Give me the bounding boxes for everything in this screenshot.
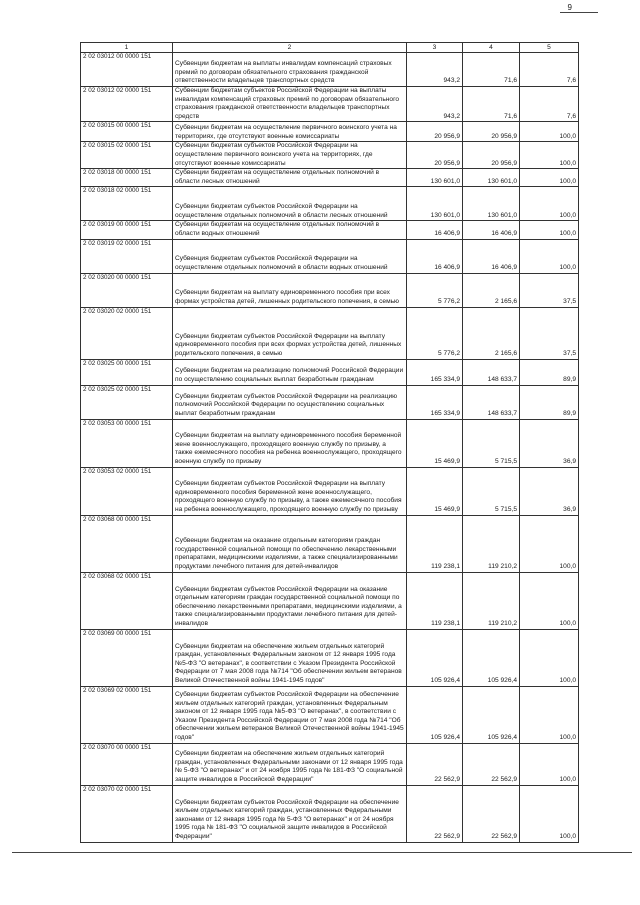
table-row bbox=[81, 515, 579, 572]
description-cell: Субвенции бюджетам на осуществление отдельных полномочий в области водных отношений bbox=[173, 221, 407, 239]
amount-cell: 130 601,0 bbox=[407, 169, 463, 187]
executed-cell: 22 562,9 bbox=[463, 785, 520, 842]
header-col-1: 1 bbox=[81, 43, 173, 53]
description-cell: Субвенции бюджетам на осуществление первичного воинского учета на территориях, где отсутствуют военные комиссариаты bbox=[173, 122, 407, 142]
executed-cell: 105 926,4 bbox=[463, 686, 520, 743]
executed-cell: 71,6 bbox=[463, 53, 520, 87]
table-row bbox=[81, 273, 579, 307]
amount-cell: 20 956,9 bbox=[407, 122, 463, 142]
percent-cell: 100,0 bbox=[520, 142, 579, 169]
code-cell: 2 02 03015 02 0000 151 bbox=[81, 142, 173, 169]
executed-cell: 119 210,2 bbox=[463, 515, 520, 572]
code-cell: 2 02 03025 00 0000 151 bbox=[81, 359, 173, 385]
executed-cell: 16 406,9 bbox=[463, 221, 520, 239]
executed-cell: 148 633,7 bbox=[463, 359, 520, 385]
percent-cell: 100,0 bbox=[520, 187, 579, 221]
amount-cell: 16 406,9 bbox=[407, 221, 463, 239]
percent-cell: 100,0 bbox=[520, 239, 579, 273]
top-rule bbox=[560, 12, 598, 13]
table-row bbox=[81, 419, 579, 467]
amount-cell: 119 238,1 bbox=[407, 572, 463, 629]
table-row bbox=[81, 122, 579, 142]
description-cell: Субвенции бюджетам на реализацию полномочий Российской Федерации по осуществлению социальных выплат безработным гражданам bbox=[173, 359, 407, 385]
percent-cell: 100,0 bbox=[520, 169, 579, 187]
code-cell: 2 02 03069 00 0000 151 bbox=[81, 629, 173, 686]
executed-cell: 22 562,9 bbox=[463, 743, 520, 785]
executed-cell: 71,6 bbox=[463, 87, 520, 122]
description-cell: Субвенции бюджетам на выплату единовременного пособия беременной жене военнослужащего, проходящего военную службу по призыву, а также ежемесячного пособия на ребенка военнослужащего, проходящего военную службу по призыву bbox=[173, 419, 407, 467]
executed-cell: 130 601,0 bbox=[463, 187, 520, 221]
code-cell: 2 02 03068 00 0000 151 bbox=[81, 515, 173, 572]
code-cell: 2 02 03068 02 0000 151 bbox=[81, 572, 173, 629]
description-cell: Субвенции бюджетам на обеспечение жильем отдельных категорий граждан, установленных Федеральным законом от 12 января 1995 года №5-ФЗ "О ветеранах", в соответствии с Указом Президента Российской Федерации от 7 мая 2008 года №714 "Об обеспечении жильем ветеранов Великой Отечественной войны 1941-1945 годов" bbox=[173, 629, 407, 686]
percent-cell: 36,9 bbox=[520, 419, 579, 467]
amount-cell: 105 926,4 bbox=[407, 629, 463, 686]
table-row bbox=[81, 169, 579, 187]
header-col-3: 3 bbox=[407, 43, 463, 53]
percent-cell: 7,6 bbox=[520, 87, 579, 122]
table-row bbox=[81, 142, 579, 169]
percent-cell: 36,9 bbox=[520, 467, 579, 515]
executed-cell: 2 165,6 bbox=[463, 273, 520, 307]
executed-cell: 130 601,0 bbox=[463, 169, 520, 187]
code-cell: 2 02 03020 02 0000 151 bbox=[81, 307, 173, 359]
budget-table bbox=[80, 42, 579, 843]
description-cell: Субвенции бюджетам субъектов Российской Федерации на выплату единовременного пособия беременной жене военнослужащего, проходящего военную службу по призыву, а также ежемесячного пособия на ребенка военнослужащего, проходящего военную службу по призыву bbox=[173, 467, 407, 515]
amount-cell: 165 334,9 bbox=[407, 359, 463, 385]
table-row bbox=[81, 221, 579, 239]
code-cell: 2 02 03019 02 0000 151 bbox=[81, 239, 173, 273]
amount-cell: 943,2 bbox=[407, 87, 463, 122]
amount-cell: 22 562,9 bbox=[407, 785, 463, 842]
table-row bbox=[81, 87, 579, 122]
table-row bbox=[81, 385, 579, 419]
percent-cell: 100,0 bbox=[520, 686, 579, 743]
amount-cell: 16 406,9 bbox=[407, 239, 463, 273]
percent-cell: 89,9 bbox=[520, 385, 579, 419]
table-row bbox=[81, 467, 579, 515]
code-cell: 2 02 03012 00 0000 151 bbox=[81, 53, 173, 87]
description-cell: Субвенции бюджетам на оказание отдельным категориям граждан государственной социальной помощи по обеспечению лекарственными препаратами, медицинскими изделиями, а также специализированными продуктами лечебного питания для детей-инвалидов bbox=[173, 515, 407, 572]
executed-cell: 105 926,4 bbox=[463, 629, 520, 686]
description-cell: Субвенции бюджетам субъектов Российской Федерации на обеспечение жильем отдельных категорий граждан, установленных Федеральным законом от 12 января 1995 года №5-ФЗ "О ветеранах", в соответствии с Указом Президента Российской Федерации от 7 мая 2008 года №714 "Об обеспечении жильем ветеранов Великой Отечественной войны 1941-1945 годов" bbox=[173, 686, 407, 743]
executed-cell: 5 715,5 bbox=[463, 467, 520, 515]
percent-cell: 100,0 bbox=[520, 122, 579, 142]
table-row bbox=[81, 686, 579, 743]
table-row bbox=[81, 187, 579, 221]
description-cell: Субвенции бюджетам субъектов Российской Федерации на осуществление отдельных полномочий в области лесных отношений bbox=[173, 187, 407, 221]
table-row bbox=[81, 53, 579, 87]
description-cell: Субвенции бюджетам субъектов Российской Федерации на выплату единовременного пособия при всех формах устройства детей, лишенных родительского попечения, в семью bbox=[173, 307, 407, 359]
amount-cell: 130 601,0 bbox=[407, 187, 463, 221]
percent-cell: 100,0 bbox=[520, 221, 579, 239]
amount-cell: 15 469,9 bbox=[407, 419, 463, 467]
executed-cell: 20 956,9 bbox=[463, 122, 520, 142]
amount-cell: 943,2 bbox=[407, 53, 463, 87]
amount-cell: 5 776,2 bbox=[407, 307, 463, 359]
code-cell: 2 02 03070 02 0000 151 bbox=[81, 785, 173, 842]
percent-cell: 37,5 bbox=[520, 307, 579, 359]
code-cell: 2 02 03070 00 0000 151 bbox=[81, 743, 173, 785]
table-row bbox=[81, 572, 579, 629]
executed-cell: 5 715,5 bbox=[463, 419, 520, 467]
code-cell: 2 02 03018 00 0000 151 bbox=[81, 169, 173, 187]
bottom-rule bbox=[12, 852, 632, 853]
executed-cell: 20 956,9 bbox=[463, 142, 520, 169]
executed-cell: 148 633,7 bbox=[463, 385, 520, 419]
header-col-4: 4 bbox=[463, 43, 520, 53]
code-cell: 2 02 03053 00 0000 151 bbox=[81, 419, 173, 467]
percent-cell: 7,6 bbox=[520, 53, 579, 87]
amount-cell: 119 238,1 bbox=[407, 515, 463, 572]
executed-cell: 2 165,6 bbox=[463, 307, 520, 359]
description-cell: Субвенции бюджетам на выплату единовременного пособия при всех формах устройства детей, лишенных родительского попечения, в семью bbox=[173, 273, 407, 307]
amount-cell: 20 956,9 bbox=[407, 142, 463, 169]
percent-cell: 100,0 bbox=[520, 743, 579, 785]
description-cell: Субвенции бюджетам субъектов Российской Федерации на выплаты инвалидам компенсаций страховых премий по договорам обязательного страхования гражданской ответственности владельцев транспортных средств bbox=[173, 87, 407, 122]
table-row bbox=[81, 629, 579, 686]
description-cell: Субвенции бюджетам на выплаты инвалидам компенсаций страховых премий по договорам обязательного страхования гражданской ответственности владельцев транспортных средств bbox=[173, 53, 407, 87]
code-cell: 2 02 03020 00 0000 151 bbox=[81, 273, 173, 307]
percent-cell: 100,0 bbox=[520, 515, 579, 572]
code-cell: 2 02 03018 02 0000 151 bbox=[81, 187, 173, 221]
description-cell: Субвенции бюджетам субъектов Российской Федерации на обеспечение жильем отдельных категорий граждан, установленных Федеральными законами от 12 января 1995 года № 5-ФЗ "О ветеранах" и от 24 ноября 1995 года № 181-ФЗ "О социальной защите инвалидов в Российской Федерации" bbox=[173, 785, 407, 842]
code-cell: 2 02 03069 02 0000 151 bbox=[81, 686, 173, 743]
percent-cell: 37,5 bbox=[520, 273, 579, 307]
percent-cell: 100,0 bbox=[520, 785, 579, 842]
table-row bbox=[81, 785, 579, 842]
executed-cell: 119 210,2 bbox=[463, 572, 520, 629]
description-cell: Субвенции бюджетам субъектов Российской Федерации на реализацию полномочий Российской Федерации по осуществлению социальных выплат безработным гражданам bbox=[173, 385, 407, 419]
table-row bbox=[81, 239, 579, 273]
table-row bbox=[81, 307, 579, 359]
executed-cell: 16 406,9 bbox=[463, 239, 520, 273]
description-cell: Субвенции бюджетам субъектов Российской Федерации на оказание отдельным категориям граждан государственной социальной помощи по обеспечению лекарственными препаратами, медицинскими изделиями, а также специализированными продуктами лечебного питания для детей-инвалидов bbox=[173, 572, 407, 629]
table-row bbox=[81, 359, 579, 385]
amount-cell: 165 334,9 bbox=[407, 385, 463, 419]
page-number: 9 bbox=[567, 3, 572, 12]
table-row bbox=[81, 743, 579, 785]
table-body bbox=[81, 53, 579, 843]
code-cell: 2 02 03019 00 0000 151 bbox=[81, 221, 173, 239]
description-cell: Субвенция бюджетам субъектов Российской Федерации на осуществление отдельных полномочий в области водных отношений bbox=[173, 239, 407, 273]
code-cell: 2 02 03025 02 0000 151 bbox=[81, 385, 173, 419]
table-header-row bbox=[81, 43, 579, 53]
percent-cell: 100,0 bbox=[520, 572, 579, 629]
description-cell: Субвенции бюджетам на обеспечение жильем отдельных категорий граждан, установленных Федеральными законами от 12 января 1995 года № 5-ФЗ "О ветеранах" и от 24 ноября 1995 года № 181-ФЗ "О социальной защите инвалидов в Российской Федерации" bbox=[173, 743, 407, 785]
percent-cell: 100,0 bbox=[520, 629, 579, 686]
description-cell: Субвенции бюджетам субъектов Российской Федерации на осуществление первичного воинского учета на территориях, где отсутствуют военные комиссариаты bbox=[173, 142, 407, 169]
amount-cell: 22 562,9 bbox=[407, 743, 463, 785]
code-cell: 2 02 03053 02 0000 151 bbox=[81, 467, 173, 515]
amount-cell: 5 776,2 bbox=[407, 273, 463, 307]
code-cell: 2 02 03015 00 0000 151 bbox=[81, 122, 173, 142]
percent-cell: 89,9 bbox=[520, 359, 579, 385]
code-cell: 2 02 03012 02 0000 151 bbox=[81, 87, 173, 122]
amount-cell: 105 926,4 bbox=[407, 686, 463, 743]
description-cell: Субвенции бюджетам на осуществление отдельных полномочий в области лесных отношений bbox=[173, 169, 407, 187]
amount-cell: 15 469,9 bbox=[407, 467, 463, 515]
header-col-2: 2 bbox=[173, 43, 407, 53]
header-col-5: 5 bbox=[520, 43, 579, 53]
